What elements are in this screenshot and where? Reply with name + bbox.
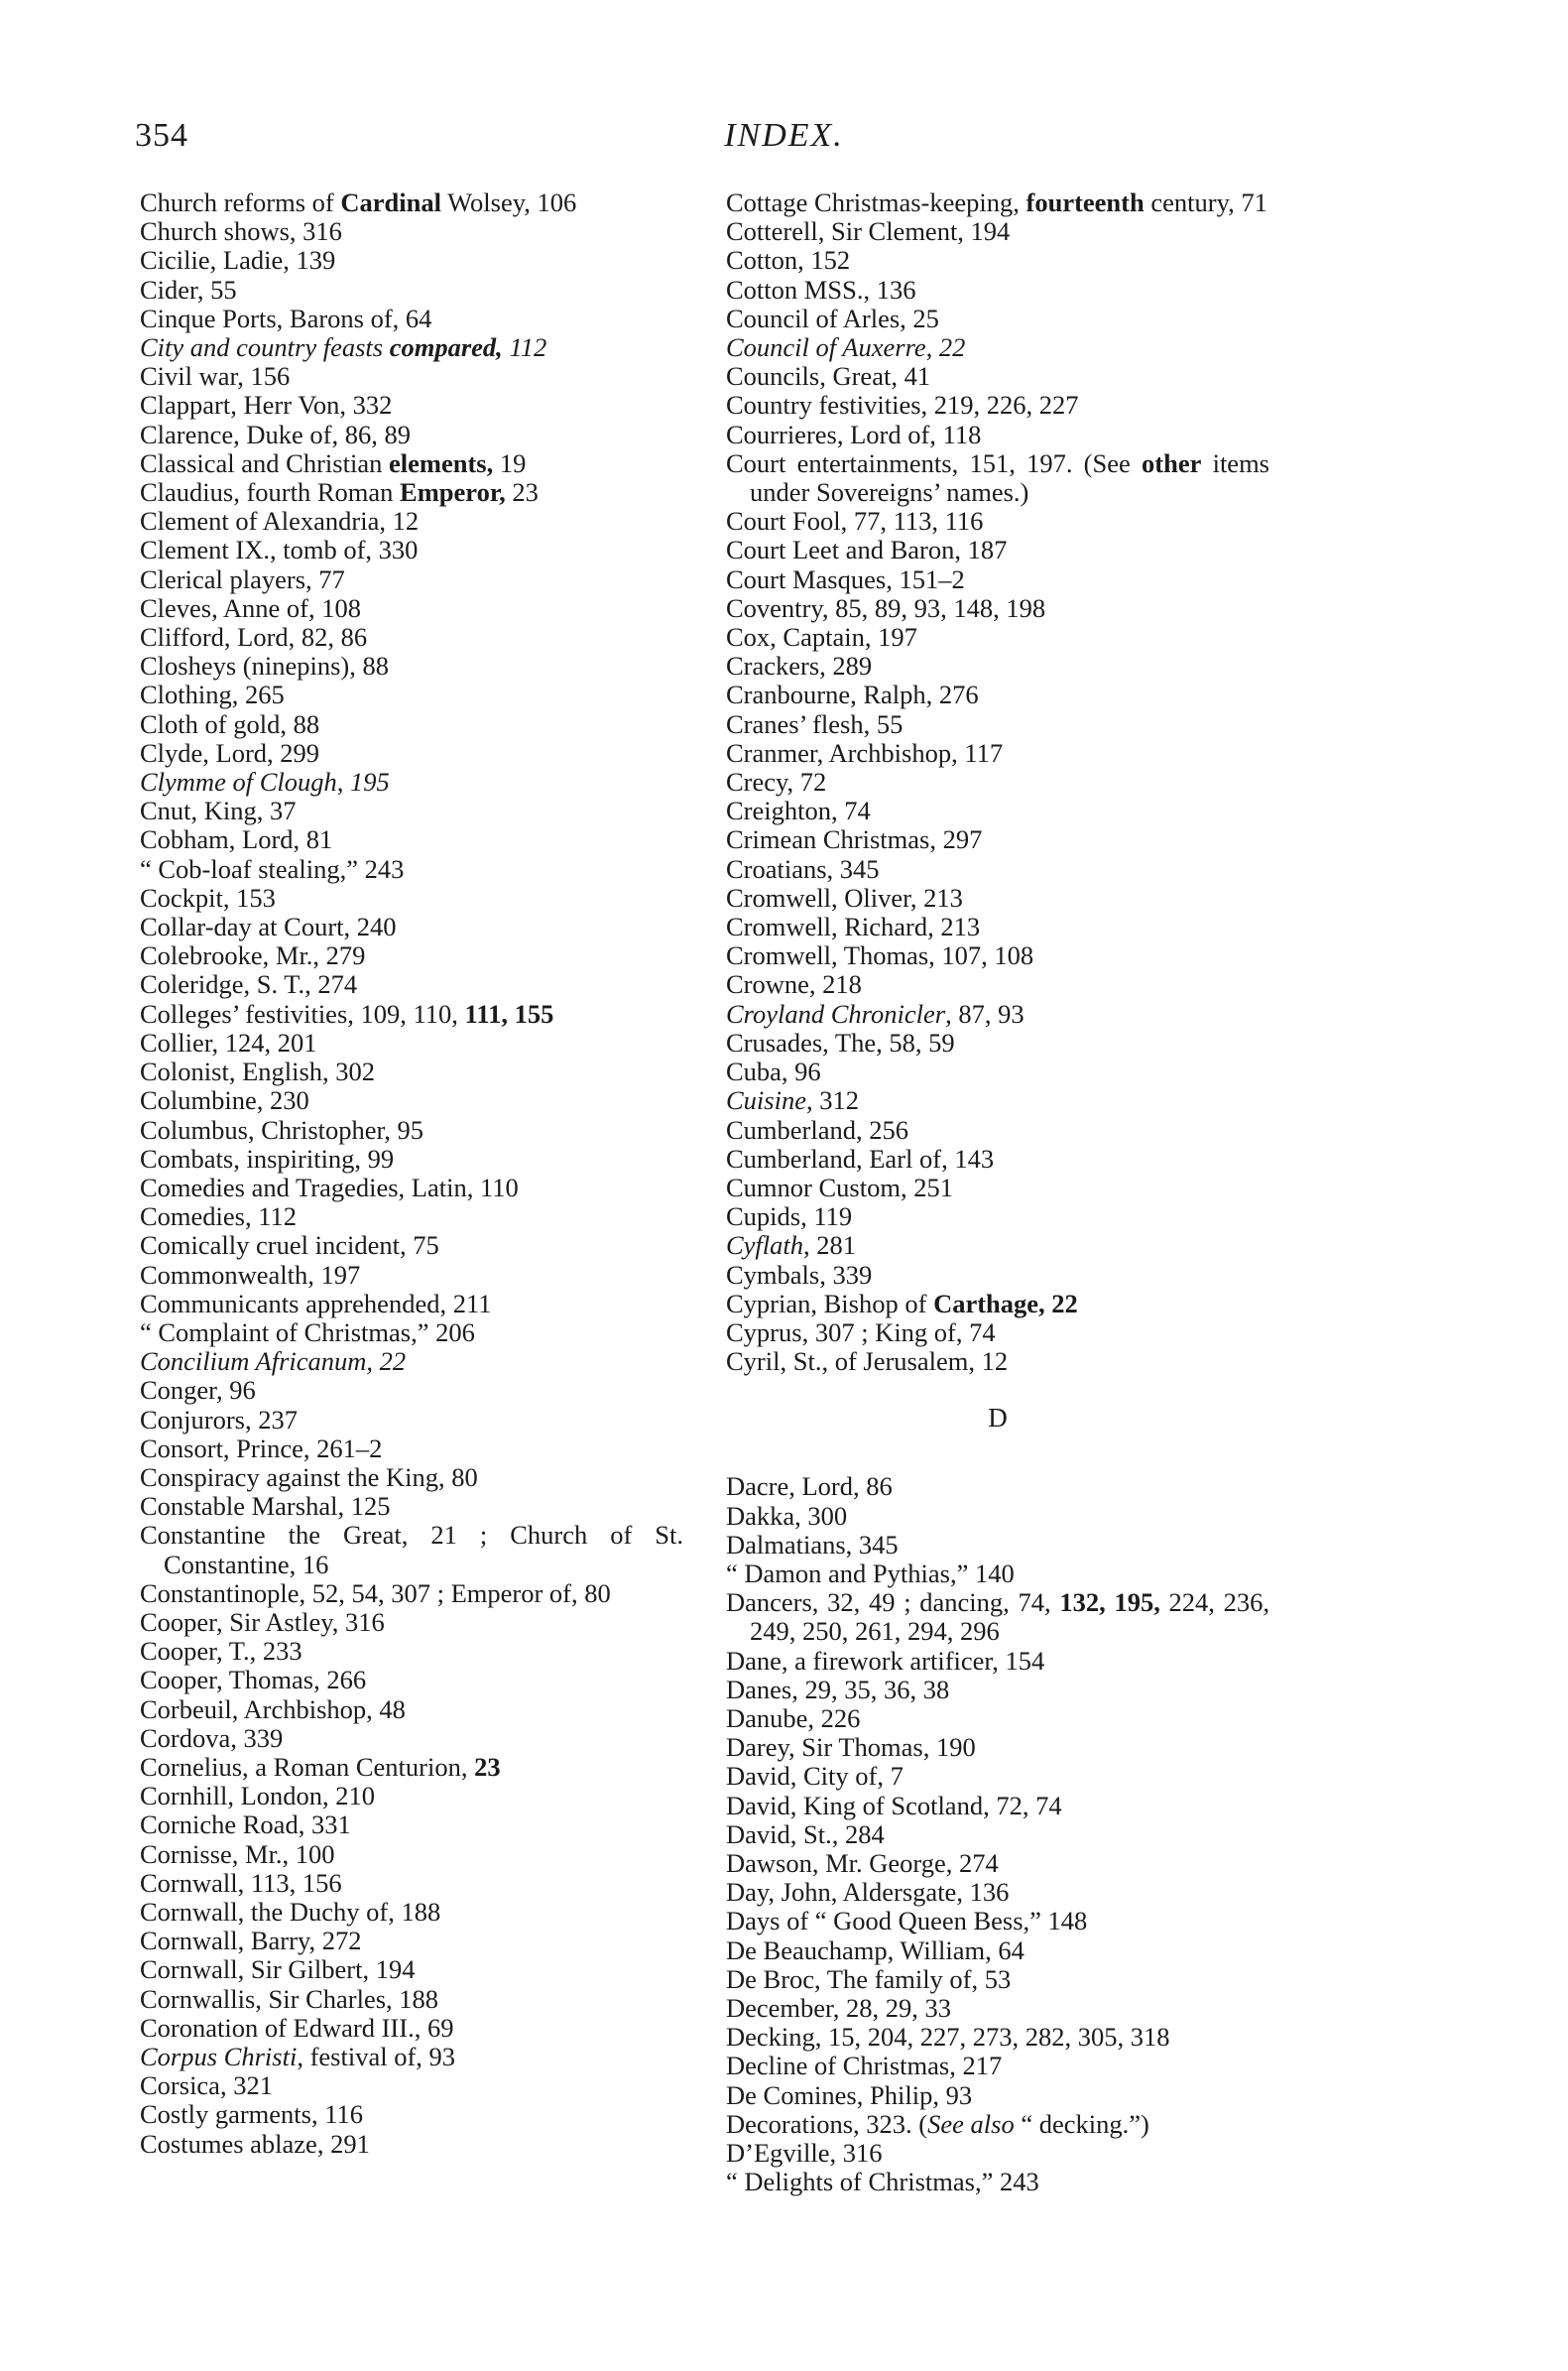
entry-text: Cuba, 96 — [726, 1057, 821, 1087]
index-entry — [726, 246, 1269, 275]
entry-text: Cobham, Lord, 81 — [140, 824, 333, 855]
entry-text: Dacre, Lord, 86 — [726, 1471, 893, 1502]
entry-text: Cromwell, Richard, 213 — [726, 912, 981, 942]
entry-text: Court Leet and Baron, 187 — [726, 535, 1008, 565]
entry-bold: Cardinal — [340, 187, 441, 217]
index-entry — [726, 1936, 1269, 1965]
index-entry — [140, 362, 683, 391]
entry-text: David, King of Scotland, 72, 74 — [726, 1790, 1062, 1820]
index-entry — [726, 1531, 1269, 1560]
entry-text: Clyde, Lord, 299 — [140, 737, 320, 768]
index-entry — [140, 1724, 683, 1753]
index-entry — [140, 1898, 683, 1927]
index-entry — [140, 1376, 683, 1405]
entry-bold: elements, — [388, 447, 494, 478]
entry-tail: 23 — [505, 477, 539, 508]
entry-tail: 19 — [493, 447, 527, 478]
index-entry — [140, 1810, 683, 1839]
index-entry — [726, 1174, 1269, 1202]
entry-text: Corniche Road, 331 — [140, 1809, 351, 1840]
index-entry — [140, 305, 683, 333]
entry-text: Cooper, Sir Astley, 316 — [140, 1606, 385, 1637]
index-entry — [140, 884, 683, 913]
entry-text: Cornwall, Barry, 272 — [140, 1926, 362, 1956]
entry-text: Cooper, Thomas, 266 — [140, 1665, 367, 1695]
index-entry — [140, 970, 683, 999]
index-entry — [726, 1145, 1269, 1174]
entry-text: Columbus, Christopher, 95 — [140, 1114, 424, 1145]
index-entry — [140, 739, 683, 768]
index-entry — [140, 1318, 683, 1347]
index-entry — [726, 739, 1269, 768]
section-gap — [726, 1376, 1269, 1398]
index-entry — [726, 536, 1269, 564]
index-entry — [140, 1608, 683, 1637]
entry-text: Cottage Christmas-keeping, — [726, 187, 1026, 217]
entry-text: Cockpit, 153 — [140, 882, 276, 913]
index-entry — [140, 333, 683, 362]
index-entry — [140, 710, 683, 739]
index-entry — [726, 797, 1269, 825]
entry-text: Danube, 226 — [726, 1702, 861, 1733]
entry-text: Concilium Africanum, 22 — [140, 1346, 407, 1377]
entry-text: Consort, Prince, 261–2 — [140, 1433, 383, 1463]
entry-text: Decorations, 323. ( — [726, 2108, 928, 2139]
index-entry — [726, 1502, 1269, 1531]
entry-text: Cumberland, 256 — [726, 1114, 908, 1145]
index-entry — [140, 913, 683, 941]
entry-text: Cotton, 152 — [726, 245, 851, 276]
index-entry — [140, 449, 683, 478]
index-entry — [140, 1985, 683, 2014]
index-entry — [726, 1820, 1269, 1849]
entry-text: Cornwall, the Duchy of, 188 — [140, 1896, 441, 1927]
entry-text: David, St., 284 — [726, 1818, 885, 1849]
index-entry — [140, 1406, 683, 1435]
entry-text: Constable Marshal, 125 — [140, 1491, 391, 1522]
index-entry — [726, 1029, 1269, 1058]
index-entry — [726, 276, 1269, 305]
entry-text: Colonist, English, 302 — [140, 1057, 376, 1087]
entry-text: “ Damon and Pythias,” 140 — [726, 1558, 1015, 1588]
entry-text: Cranbourne, Ralph, 276 — [726, 680, 979, 710]
index-entry — [140, 1086, 683, 1115]
entry-text: Coleridge, S. T., 274 — [140, 969, 358, 1000]
entry-text: Cornwall, 113, 156 — [140, 1867, 342, 1898]
entry-text: Conjurors, 237 — [140, 1404, 298, 1435]
index-entry — [726, 1762, 1269, 1791]
index-entry — [140, 391, 683, 420]
entry-text: Court Fool, 77, 113, 116 — [726, 506, 984, 537]
index-entry — [726, 507, 1269, 536]
entry-text: Crowne, 218 — [726, 969, 862, 1000]
index-entry — [140, 1637, 683, 1666]
entry-text: Comedies and Tragedies, Latin, 110 — [140, 1172, 519, 1202]
index-entry — [726, 1733, 1269, 1762]
entry-text: Comically cruel incident, 75 — [140, 1230, 439, 1261]
entry-text: Columbine, 230 — [140, 1085, 309, 1116]
index-entry — [726, 1878, 1269, 1907]
entry-tail: century, 71 — [1144, 187, 1267, 217]
entry-text: Clerical players, 77 — [140, 563, 345, 594]
index-entry — [726, 1994, 1269, 2023]
index-entry — [726, 1849, 1269, 1878]
entry-text: Costly garments, 116 — [140, 2099, 363, 2130]
entry-text: Cinque Ports, Barons of, 64 — [140, 303, 432, 333]
index-entry — [140, 1463, 683, 1492]
entry-text: Council of Auxerre, 22 — [726, 332, 966, 363]
entry-text: Cromwell, Oliver, 213 — [726, 882, 963, 913]
entry-text: Cranes’ flesh, 55 — [726, 708, 904, 739]
index-entry — [726, 2168, 1269, 2196]
entry-text: Cymbals, 339 — [726, 1259, 873, 1290]
entry-text: Church reforms of — [140, 187, 341, 217]
entry-text: Court Masques, 151–2 — [726, 563, 965, 594]
entry-text: Dane, a firework artificer, 154 — [726, 1645, 1045, 1676]
index-entry — [140, 1029, 683, 1058]
entry-text: Cumberland, Earl of, 143 — [726, 1143, 995, 1174]
index-entry — [140, 1290, 683, 1318]
index-entry — [726, 391, 1269, 420]
index-entry — [726, 2139, 1269, 2168]
entry-text: Cyril, St., of Jerusalem, 12 — [726, 1346, 1009, 1377]
index-entry — [140, 768, 683, 797]
entry-text: Corbeuil, Archbishop, 48 — [140, 1693, 406, 1724]
running-head: INDEX. — [724, 117, 844, 154]
index-entry — [726, 2052, 1269, 2080]
entry-text: December, 28, 29, 33 — [726, 1992, 952, 2023]
index-entry — [726, 1058, 1269, 1086]
entry-tail: , 312 — [805, 1085, 859, 1116]
entry-text: Commonwealth, 197 — [140, 1259, 361, 1290]
entry-text: Clement IX., tomb of, 330 — [140, 535, 419, 565]
entry-text: Day, John, Aldersgate, 136 — [726, 1877, 1010, 1908]
entry-text: “ Cob-loaf stealing,” 243 — [140, 853, 405, 884]
index-entry — [140, 276, 683, 305]
index-entry — [726, 1086, 1269, 1115]
index-entry — [140, 1579, 683, 1608]
entry-text: Cicilie, Ladie, 139 — [140, 245, 336, 276]
entry-text: De Beauchamp, William, 64 — [726, 1934, 1025, 1965]
index-entry — [726, 768, 1269, 797]
index-entry — [726, 1290, 1269, 1318]
entry-text: Civil war, 156 — [140, 361, 291, 392]
index-entry — [726, 652, 1269, 681]
index-entry — [726, 941, 1269, 970]
index-entry — [140, 1116, 683, 1145]
index-entry — [140, 1927, 683, 1955]
entry-bold: fourteenth — [1025, 187, 1145, 217]
entry-italic: See also — [927, 2108, 1015, 2139]
entry-text: Crackers, 289 — [726, 651, 873, 682]
index-entry — [140, 941, 683, 970]
entry-text: Dakka, 300 — [726, 1500, 848, 1531]
entry-text: Dancers, 32, 49 ; dancing, 74, — [726, 1587, 1060, 1618]
entry-text: Cooper, T., 233 — [140, 1636, 302, 1667]
entry-text: Danes, 29, 35, 36, 38 — [726, 1674, 950, 1704]
entry-text: Constantine the Great, 21 ; Church of St. Constantine, 16 — [140, 1520, 683, 1579]
index-entry — [140, 188, 683, 217]
entry-text: Dawson, Mr. George, 274 — [726, 1847, 999, 1878]
entry-bold: compared, — [389, 332, 503, 363]
entry-tail: 224, 236, 249, 250, 261, 294, 296 — [750, 1587, 1270, 1647]
entry-text: Cyprian, Bishop of — [726, 1288, 934, 1318]
entry-text: Clothing, 265 — [140, 680, 285, 710]
entry-bold: 132, 195, — [1059, 1587, 1160, 1618]
entry-tail: Wolsey, 106 — [440, 187, 577, 217]
entry-text: Court entertainments, 151, 197. (See — [726, 447, 1142, 478]
index-entry — [140, 2014, 683, 2043]
entry-text: Cupids, 119 — [726, 1201, 853, 1232]
index-entry — [726, 188, 1269, 217]
entry-text: Crusades, The, 58, 59 — [726, 1027, 955, 1058]
index-entry — [140, 1869, 683, 1898]
entry-text: David, City of, 7 — [726, 1761, 904, 1792]
entry-text: Cloth of gold, 88 — [140, 708, 320, 739]
index-entry — [726, 1318, 1269, 1347]
entry-text: Claudius, fourth Roman — [140, 477, 401, 508]
entry-text: Constantinople, 52, 54, 307 ; Emperor of, 80 — [140, 1577, 611, 1608]
index-entry — [140, 797, 683, 825]
index-entry — [140, 217, 683, 246]
index-entry — [726, 565, 1269, 594]
entry-text: Combats, inspiriting, 99 — [140, 1143, 395, 1174]
entry-text: Cornelius, a Roman Centurion, — [140, 1751, 475, 1782]
index-entry — [140, 1261, 683, 1290]
index-entry — [726, 1116, 1269, 1145]
section-letter: D — [988, 1403, 1008, 1434]
index-entry — [140, 1666, 683, 1694]
entry-text: Dalmatians, 345 — [726, 1529, 899, 1560]
index-entry — [726, 1472, 1269, 1501]
entry-text: Cornhill, London, 210 — [140, 1781, 376, 1811]
index-entry — [726, 1347, 1269, 1376]
entry-bold: 111, 155 — [464, 998, 554, 1029]
index-entry — [140, 2130, 683, 2159]
entry-text: Darey, Sir Thomas, 190 — [726, 1732, 976, 1763]
index-entry — [726, 1231, 1269, 1260]
index-entry — [140, 1782, 683, 1810]
index-column-left — [140, 188, 683, 2159]
index-entry — [726, 1704, 1269, 1733]
index-entry — [140, 594, 683, 623]
entry-text: Costumes ablaze, 291 — [140, 2128, 370, 2159]
entry-text: Corpus Christi — [140, 2042, 298, 2071]
entry-text: Clarence, Duke of, 86, 89 — [140, 419, 412, 449]
index-entry — [726, 2023, 1269, 2052]
index-entry — [726, 913, 1269, 941]
entry-text: Council of Arles, 25 — [726, 303, 939, 333]
index-entry — [726, 305, 1269, 333]
entry-tail: , 281 — [803, 1230, 857, 1261]
index-entry — [726, 1965, 1269, 1994]
index-entry — [140, 507, 683, 536]
index-entry — [726, 1560, 1269, 1588]
index-entry — [726, 421, 1269, 449]
index-entry — [140, 855, 683, 884]
entry-text: Creighton, 74 — [726, 796, 871, 826]
index-entry — [140, 1145, 683, 1174]
index-entry — [726, 2081, 1269, 2110]
entry-text: Councils, Great, 41 — [726, 361, 931, 392]
entry-text: “ Complaint of Christmas,” 206 — [140, 1316, 475, 1347]
index-entry — [140, 1174, 683, 1202]
index-entry — [140, 1695, 683, 1724]
index-entry — [140, 623, 683, 652]
entry-text: Courrieres, Lord of, 118 — [726, 419, 982, 449]
entry-text: Crecy, 72 — [726, 767, 827, 798]
entry-text: Cyflath — [726, 1230, 804, 1261]
index-entry — [726, 1676, 1269, 1704]
entry-text: Closheys (ninepins), 88 — [140, 651, 389, 682]
entry-text: D’Egville, 316 — [726, 2138, 883, 2168]
entry-text: Cornwall, Sir Gilbert, 194 — [140, 1954, 416, 1985]
entry-text: Crimean Christmas, 297 — [726, 824, 983, 855]
index-entry — [140, 1202, 683, 1231]
entry-text: Cumnor Custom, 251 — [726, 1172, 953, 1202]
index-entry — [726, 855, 1269, 884]
entry-text: Collier, 124, 201 — [140, 1027, 317, 1058]
entry-text: Clifford, Lord, 82, 86 — [140, 622, 368, 653]
index-entry — [140, 246, 683, 275]
index-entry — [726, 1000, 1269, 1029]
entry-text: Croatians, 345 — [726, 853, 880, 884]
entry-text: “ Delights of Christmas,” 243 — [726, 2167, 1039, 2197]
entry-text: Cuisine — [726, 1085, 806, 1116]
index-entry — [726, 681, 1269, 709]
entry-text: Cotton MSS., 136 — [726, 274, 916, 305]
entry-text: Classical and Christian — [140, 447, 389, 478]
entry-text: Cox, Captain, 197 — [726, 622, 917, 653]
entry-text: Colleges’ festivities, 109, 110, — [140, 998, 465, 1029]
index-entry — [140, 2100, 683, 2129]
entry-text: Decking, 15, 204, 227, 273, 282, 305, 318 — [726, 2022, 1170, 2053]
index-entry — [140, 421, 683, 449]
index-entry — [726, 1647, 1269, 1676]
entry-text: Comedies, 112 — [140, 1201, 298, 1232]
entry-text: Cnut, King, 37 — [140, 796, 297, 826]
page-number: 354 — [135, 117, 188, 154]
entry-text: Decline of Christmas, 217 — [726, 2051, 1003, 2081]
entry-bold: other — [1142, 447, 1202, 478]
index-entry — [726, 362, 1269, 391]
entry-tail: , 87, 93 — [945, 998, 1025, 1029]
entry-text: Cornwallis, Sir Charles, 188 — [140, 1983, 439, 2014]
index-entry — [726, 217, 1269, 246]
entry-bold: 23 — [474, 1751, 501, 1782]
entry-text: Clappart, Herr Von, 332 — [140, 390, 393, 421]
entry-text: Cleves, Anne of, 108 — [140, 592, 362, 623]
index-entry — [140, 1492, 683, 1521]
entry-text: Cromwell, Thomas, 107, 108 — [726, 940, 1034, 971]
index-entry — [140, 681, 683, 709]
entry-text: Collar-day at Court, 240 — [140, 912, 397, 942]
index-entry — [140, 1753, 683, 1782]
index-entry — [140, 536, 683, 564]
index-entry — [726, 1792, 1269, 1820]
entry-tail: “ decking.”) — [1014, 2108, 1149, 2139]
entry-text: Communicants apprehended, 211 — [140, 1288, 492, 1318]
index-entry — [140, 825, 683, 854]
index-entry — [726, 1588, 1269, 1646]
index-entry — [140, 1058, 683, 1086]
entry-text: City and country feasts — [140, 332, 390, 363]
index-entry — [726, 825, 1269, 854]
index-entry — [140, 1231, 683, 1260]
entry-text: Clement of Alexandria, 12 — [140, 506, 420, 537]
index-entry — [140, 1000, 683, 1029]
entry-text: Clymme of Clough, 195 — [140, 767, 390, 798]
entry-text: Cyprus, 307 ; King of, 74 — [726, 1316, 996, 1347]
entry-text: Church shows, 316 — [140, 216, 342, 247]
entry-tail: 112 — [502, 332, 547, 363]
entry-text: Country festivities, 219, 226, 227 — [726, 390, 1079, 421]
index-entry — [140, 1435, 683, 1463]
entry-bold: Emperor, — [400, 477, 506, 508]
index-entry — [140, 652, 683, 681]
index-entry — [726, 884, 1269, 913]
index-entry — [140, 2071, 683, 2100]
entry-text: Days of “ Good Queen Bess,” 148 — [726, 1906, 1088, 1936]
index-entry — [726, 2110, 1269, 2139]
index-entry — [726, 1202, 1269, 1231]
index-entry — [140, 478, 683, 507]
entry-tail: , festival of, 93 — [297, 2042, 456, 2071]
entry-text: Corsica, 321 — [140, 2070, 273, 2101]
index-entry — [140, 1840, 683, 1869]
entry-text: Croyland Chronicler — [726, 998, 946, 1029]
entry-text: Cornisse, Mr., 100 — [140, 1838, 335, 1869]
entry-bold: Carthage, 22 — [933, 1288, 1078, 1318]
index-entry — [140, 2043, 683, 2071]
entry-tail: items under Sovereigns’ names.) — [750, 447, 1269, 508]
index-entry — [140, 565, 683, 594]
entry-text: Coventry, 85, 89, 93, 148, 198 — [726, 592, 1046, 623]
entry-text: De Broc, The family of, 53 — [726, 1963, 1012, 1994]
entry-text: De Comines, Philip, 93 — [726, 2079, 973, 2110]
index-entry — [140, 1347, 683, 1376]
index-entry — [726, 594, 1269, 623]
index-entry — [726, 333, 1269, 362]
index-entry — [140, 1955, 683, 1984]
index-column-right — [726, 188, 1269, 2196]
entry-text: Cotterell, Sir Clement, 194 — [726, 216, 1011, 247]
entry-text: Conspiracy against the King, 80 — [140, 1461, 478, 1492]
index-entry — [140, 1521, 683, 1578]
index-entry — [726, 1261, 1269, 1290]
index-entry — [726, 449, 1269, 507]
entry-text: Cider, 55 — [140, 274, 237, 305]
entry-text: Conger, 96 — [140, 1375, 256, 1406]
index-entry — [726, 1907, 1269, 1935]
entry-text: Colebrooke, Mr., 279 — [140, 940, 366, 971]
entry-text: Coronation of Edward III., 69 — [140, 2012, 454, 2043]
entry-text: Cordova, 339 — [140, 1722, 284, 1753]
entry-text: Cranmer, Archbishop, 117 — [726, 737, 1004, 768]
index-entry — [726, 710, 1269, 739]
index-entry — [726, 970, 1269, 999]
index-entry — [726, 623, 1269, 652]
